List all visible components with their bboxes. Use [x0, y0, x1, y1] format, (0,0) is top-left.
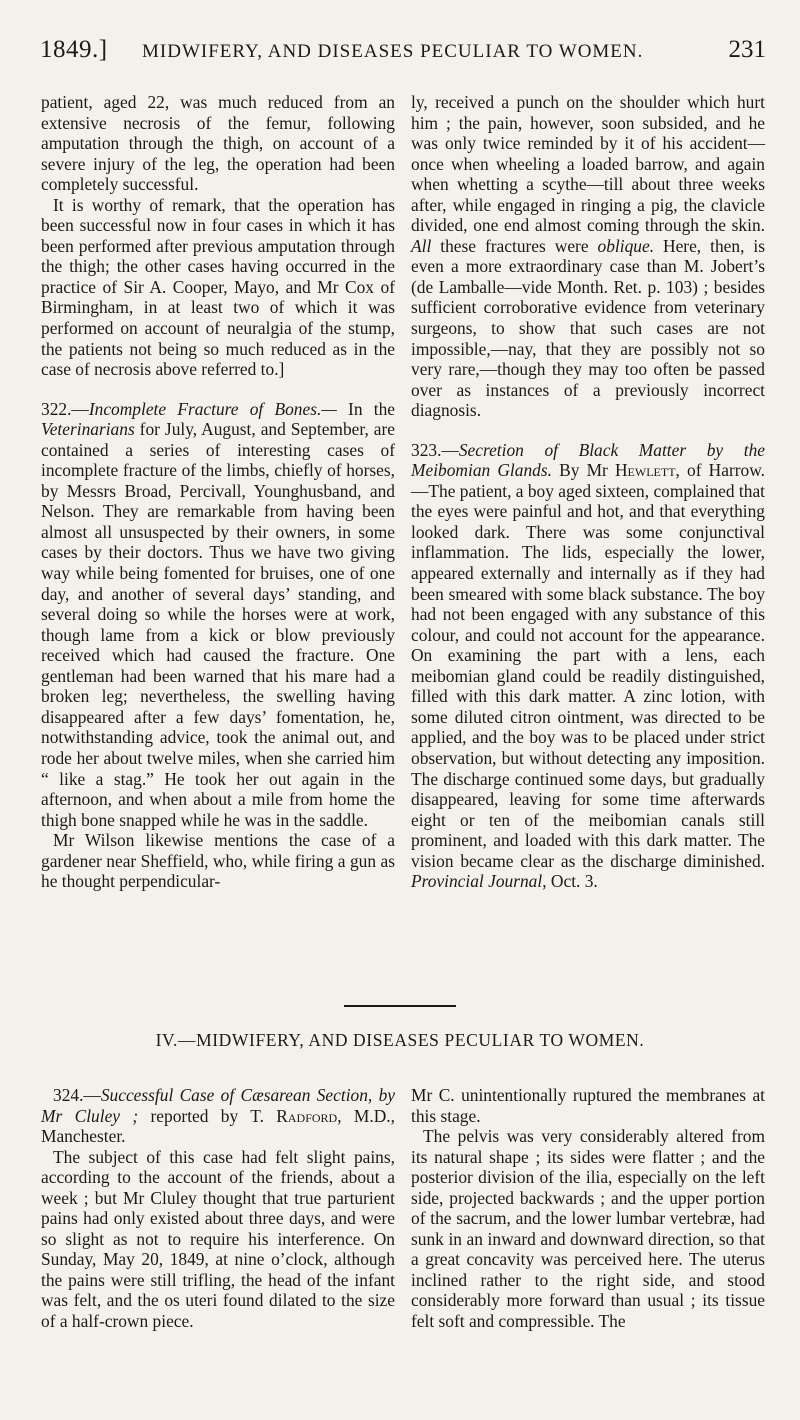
article-323	[411, 440, 765, 892]
source-title: Provincial Journal	[411, 871, 543, 892]
column-top-left	[41, 92, 395, 892]
author-name: Hewlett	[614, 460, 676, 481]
text-run: ly, received a punch on the shoulder which hurt him ; the pain, however, soon subsided, and he was only twice reminded by it of his accident—once when wheeling a loaded barrow, and again when whetting a scythe—till about three weeks after, while engaged in ringing a pig, the clavicle divided, one end almost coming through the skin.	[411, 92, 765, 236]
article-title: Incomplete Fracture of Bones.—	[88, 398, 337, 419]
reporter-name: Radford	[276, 1105, 338, 1126]
paragraph-subject: The subject of this case had felt slight pains, according to the account of the friends, about a week ; but Mr Cluley thought that true parturient pains had only existed about three days, and were so slight as not to require his interference. On Sunday, May 20, 1849, at nine o’clock, although the pains were still trifling, the head of the infant was felt, and the os uteri found dilated to the size of a half-crown piece.	[41, 1146, 395, 1332]
source-title: Veterinarians	[41, 419, 135, 440]
running-title: MIDWIFERY, AND DISEASES PECULIAR TO WOMEN.	[142, 41, 644, 62]
paragraph-continuation: patient, aged 22, was much reduced from an extensive necrosis of the femur, following amputation through the thigh, on account of a severe injury of the leg, the operation had been completely successful.	[41, 92, 395, 195]
section-heading: IV.—MIDWIFERY, AND DISEASES PECULIAR TO WOMEN.	[155, 1030, 645, 1050]
article-number: 323.—	[411, 439, 459, 460]
text-run: for July, August, and September, are contained a series of interesting cases of incomplete fracture of the limbs, chiefly of horses, by Messrs Broad, Percivall, Younghusband, and Nelson. They are remarkable from having been almost all unsuspected by their owners, in some cases by their doctors. Thus we have two giving way while being fomented for bruises, one of one day, and another of several days’ standing, and several doing so while the horses were at work, though lame from a kick or blow previously received which had caused the fracture. One gentleman had been warned that his mare had a broken leg; nevertheless, the swelling having disappeared after a few days’ fomentation, he, notwithstanding advice, took the animal out, and rode her about twelve miles, when she carried him “ like a stag.” He took her out again in the afternoon, and when about a mile from home the thigh bone snapped while he was in the saddle.	[41, 419, 395, 830]
text-run: Here, then, is even a more extraordinary case than M. Jobert’s (de Lamballe—vide Month. Ret. p. 103) ; besides sufficient corroborative evidence from veterinary surgeons, to show that such cases are not impossible,—nay, that they are possibly not so very rare,—though they may too often be passed over as instances of a previously incorrect diagnosis.	[411, 235, 765, 421]
column-top-right	[411, 92, 765, 892]
paragraph-remark: It is worthy of remark, that the operation has been successful now in four cases in which it has been performed after previous amputation through the thigh; the other cases having occurred in the practice of Sir A. Cooper, Mayo, and Mr Cox of Birmingham, in at least two of which it was performed on account of neuralgia of the stump, the patients not being so much reduced as in the case of necrosis above referred to.]	[41, 194, 395, 380]
paragraph-membranes: Mr C. unintentionally ruptured the membranes at this stage.	[411, 1085, 765, 1126]
text-run: , Oct. 3.	[542, 871, 598, 892]
text-run: , of Harrow.—The patient, a boy aged sixteen, complained that the eyes were painful and hot, and that everything looked dark. There was some conjunctival inflammation. The lids, especially the lower, appeared externally and internally as if they had been smeared with some black substance. The boy had not been engaged with any substance of this colour, and could not account for the appearance. On examining the part with a lens, each meibomian gland could be readily distinguished, filled with this dark matter. A zinc lotion, with some diluted citron ointment, was directed to be applied, and the boy was to be placed under strict observation, but without detecting any imposition. The discharge continued some days, but gradually disappeared, leaving for some time afterwards eight or ten of the meibomian canals still prominent, and loaded with this dark matter. The vision became clear as the discharge diminished.	[411, 460, 766, 871]
text-run: In the	[336, 398, 395, 419]
article-title: Secretion of Black Matter by the Meibomian Glands.	[411, 439, 765, 481]
article-322	[41, 399, 395, 830]
italic-word: oblique.	[597, 235, 655, 256]
text-run: reported by T.	[138, 1105, 277, 1126]
page-header	[40, 36, 766, 70]
article-324	[41, 1085, 395, 1147]
italic-word: All	[411, 235, 432, 256]
text-run: these fractures were	[431, 235, 598, 256]
paragraph-wilson: Mr Wilson likewise mentions the case of a gardener near Sheffield, who, while firing a gun as he thought perpendicular-	[41, 830, 395, 892]
page-number: 231	[728, 36, 766, 63]
paragraph-pelvis: The pelvis was very considerably altered from its natural shape ; its sides were flatter ; and the posterior division of the ilia, especially on the left side, projected backwards ; and the upper portion of the sacrum, and the lower lumbar vertebræ, had sunk in an inward and downward direction, so that a great concavity was perceived here. The uterus inclined rather to the right side, and stood considerably more forward than usual ; its tissue felt soft and compressible. The	[411, 1126, 765, 1332]
column-bottom-right	[411, 1085, 765, 1332]
section-divider	[344, 1005, 456, 1007]
text-run: By Mr	[551, 460, 615, 481]
text-run: , M.D., Manchester.	[41, 1105, 396, 1147]
article-number: 322.—	[41, 398, 89, 419]
article-title: Successful Case of Cæsarean Section, by Mr Cluley ;	[41, 1085, 395, 1126]
paragraph-continuation	[411, 92, 765, 421]
column-bottom-left	[41, 1085, 395, 1332]
header-year: 1849.]	[40, 36, 108, 63]
article-number: 324.—	[53, 1085, 101, 1105]
